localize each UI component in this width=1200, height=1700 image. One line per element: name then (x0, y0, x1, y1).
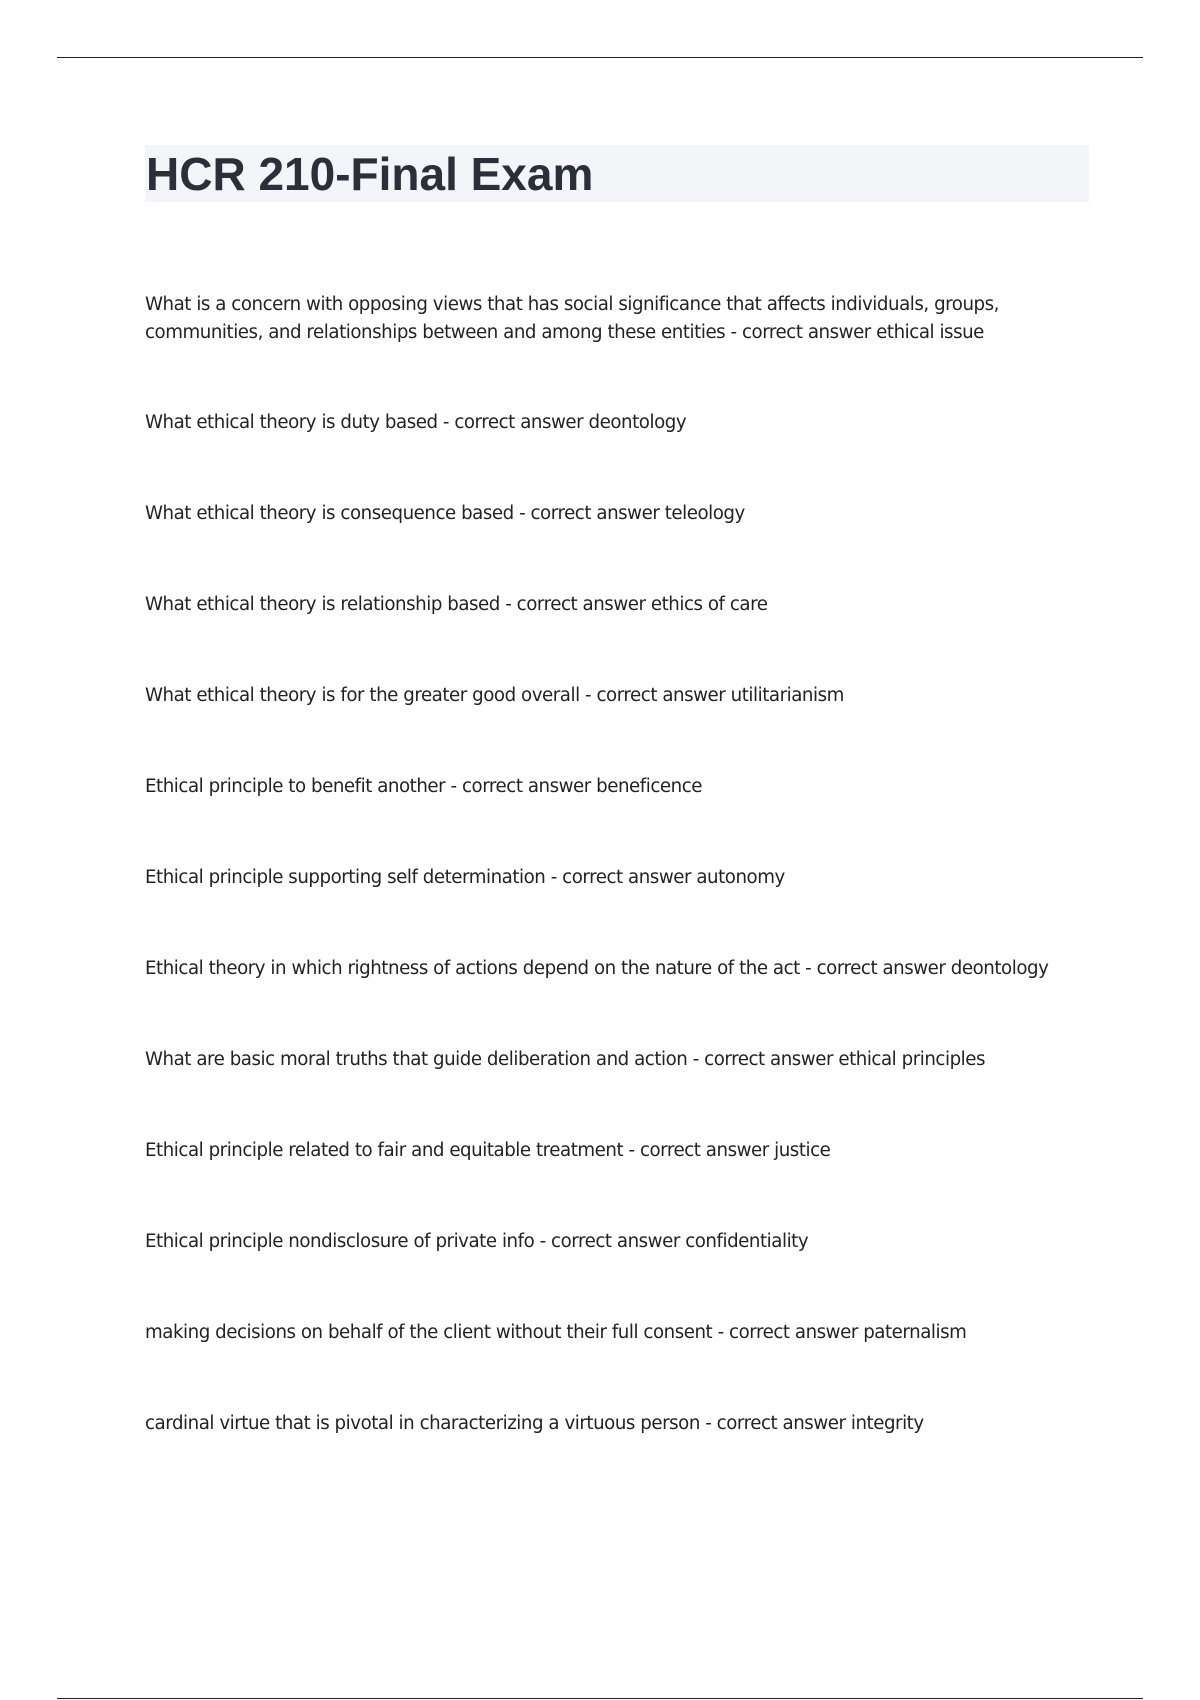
top-divider (57, 57, 1143, 58)
qa-item: What ethical theory is for the greater good overall - correct answer utilitarianism (145, 685, 844, 706)
bottom-divider (57, 1698, 1143, 1699)
document-title: HCR 210-Final Exam (146, 148, 594, 200)
qa-item: What ethical theory is consequence based - correct answer teleology (145, 503, 745, 524)
qa-item: What is a concern with opposing views that has social significance that affects individuals, groups, communities, and relationships between and among these entities - correct answer ethical issue (145, 294, 1000, 343)
qa-item: Ethical principle nondisclosure of private info - correct answer confidentiality (145, 1231, 809, 1252)
qa-item: Ethical theory in which rightness of actions depend on the nature of the act - correct answer deontology (145, 958, 1049, 979)
qa-item: What ethical theory is relationship based - correct answer ethics of care (145, 594, 768, 615)
qa-item: What ethical theory is duty based - correct answer deontology (145, 412, 687, 433)
qa-item: Ethical principle supporting self determination - correct answer autonomy (145, 867, 785, 888)
qa-item: cardinal virtue that is pivotal in characterizing a virtuous person - correct answer integrity (145, 1413, 924, 1434)
qa-item: making decisions on behalf of the client without their full consent - correct answer paternalism (145, 1322, 967, 1343)
question-answer-list (145, 291, 1095, 1501)
qa-item: Ethical principle to benefit another - correct answer beneficence (145, 776, 703, 797)
qa-item: Ethical principle related to fair and equitable treatment - correct answer justice (145, 1140, 831, 1161)
qa-item: What are basic moral truths that guide deliberation and action - correct answer ethical principles (145, 1049, 986, 1070)
